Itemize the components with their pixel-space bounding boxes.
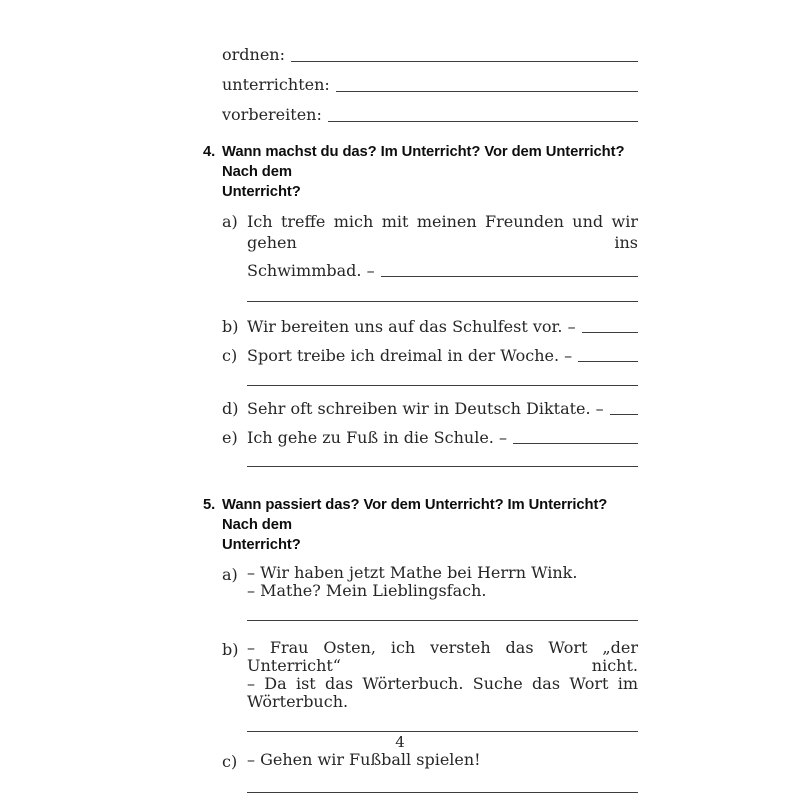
dialog-line: – Wir haben jetzt Mathe bei Herrn Wink. <box>247 563 578 582</box>
item-label: d) <box>222 399 239 418</box>
dialog <box>247 564 638 600</box>
answer-blank-full <box>247 385 638 386</box>
answer-blank <box>291 44 638 62</box>
item-text: Ich gehe zu Fuß in die Schule. – <box>247 428 507 447</box>
ex4-item-a-line1 <box>222 211 638 253</box>
ex5-item-b <box>222 639 638 711</box>
answer-blank-full <box>247 466 638 467</box>
answer-blank <box>381 260 638 277</box>
exercise-4-number: 4. <box>203 144 216 160</box>
answer-blank-full <box>247 620 638 621</box>
item-label: b) <box>222 640 239 659</box>
vocab-line-vorbereiten <box>222 104 638 126</box>
page-number: 4 <box>395 733 405 751</box>
dialog-line: – Mathe? Mein Lieblingsfach. <box>247 581 487 600</box>
answer-blank-full <box>247 731 638 732</box>
item-text: Sport treibe ich dreimal in der Woche. – <box>247 346 573 365</box>
item-text: Ich treffe mich mit meinen Freunden und wir gehen ins <box>247 212 638 252</box>
answer-blank <box>582 316 638 333</box>
vocab-line-unterrichten <box>222 74 638 96</box>
answer-blank <box>328 104 638 122</box>
answer-blank-full <box>247 301 638 302</box>
dialog <box>247 639 638 711</box>
answer-blank <box>578 345 638 362</box>
ex5-item-c <box>222 751 638 772</box>
ex4-item-e <box>222 427 638 448</box>
item-text: Schwimmbad. – <box>247 261 375 280</box>
item-label: c) <box>222 752 238 771</box>
dialog-line: – Frau Osten, ich versteh das Wort „der Unterricht“ nicht. <box>247 638 638 675</box>
exercise-5-title: Wann passiert das? Vor dem Unterricht? Im Unterricht? Nach dem Unterricht? <box>222 497 608 553</box>
exercise-5-number: 5. <box>203 497 216 513</box>
item-label: b) <box>222 317 239 336</box>
item-label: a) <box>222 565 238 584</box>
vocab-label: vorbereiten: <box>222 105 322 124</box>
answer-blank <box>336 74 638 92</box>
item-label: c) <box>222 346 238 365</box>
item-text: Wir bereiten uns auf das Schulfest vor. – <box>247 317 576 336</box>
ex4-item-b <box>222 316 638 337</box>
dialog-line: – Gehen wir Fußball spielen! <box>247 750 481 769</box>
exercise-5-heading <box>203 495 638 555</box>
vocab-line-ordnen <box>222 44 638 66</box>
item-label: a) <box>222 212 238 231</box>
answer-blank <box>610 398 638 415</box>
exercise-4-title: Wann machst du das? Im Unterricht? Vor dem Unterricht? Nach dem Unterricht? <box>222 144 625 200</box>
vocab-label: unterrichten: <box>222 75 330 94</box>
answer-blank-full <box>247 792 638 793</box>
answer-blank <box>513 427 638 444</box>
ex5-item-a <box>222 564 638 600</box>
ex4-item-c <box>222 345 638 366</box>
dialog <box>247 751 638 772</box>
vocab-label: ordnen: <box>222 45 285 64</box>
ex4-item-a-line2 <box>247 260 638 281</box>
exercise-4-heading <box>203 142 638 202</box>
page-content <box>203 44 638 793</box>
ex4-item-d <box>222 398 638 419</box>
item-text: Sehr oft schreiben wir in Deutsch Diktate. – <box>247 399 604 418</box>
item-label: e) <box>222 428 238 447</box>
dialog-line: – Da ist das Wörterbuch. Suche das Wort im Wörterbuch. <box>247 674 638 711</box>
